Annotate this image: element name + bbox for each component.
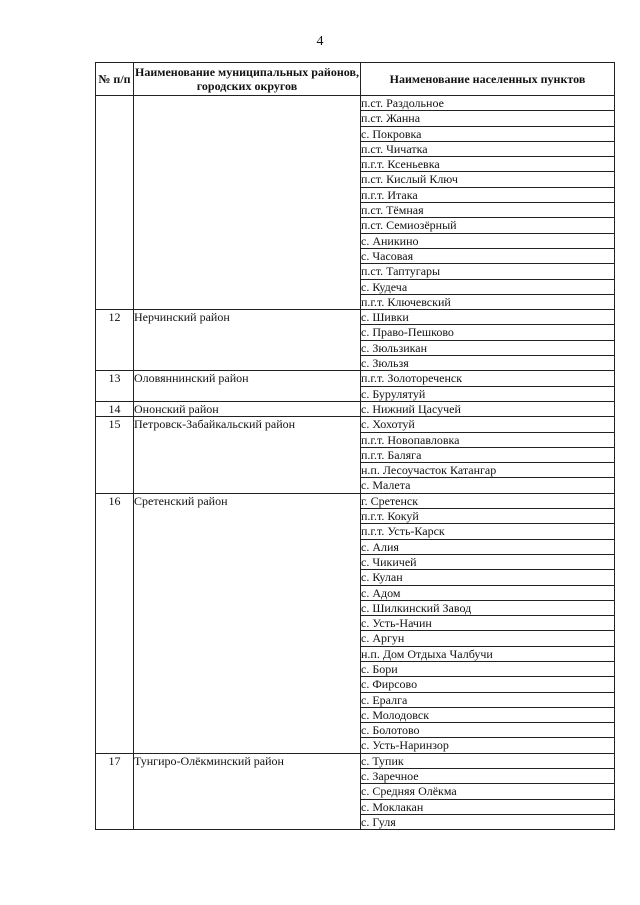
settlement-name: с. Шилкинский Завод [361, 600, 615, 615]
settlement-name: с. Моклакан [361, 799, 615, 814]
settlement-name: с. Шивки [361, 310, 615, 325]
settlement-name: с. Адом [361, 585, 615, 600]
settlement-name: г. Сретенск [361, 493, 615, 508]
district-name: Тунгиро-Олёкминский район [134, 753, 361, 829]
header-settlements: Наименование населенных пунктов [361, 63, 615, 96]
settlement-name: с. Бори [361, 661, 615, 676]
table-row [96, 493, 615, 508]
table-row [96, 96, 615, 111]
settlement-name: п.г.т. Баляга [361, 447, 615, 462]
settlement-name: с. Аргун [361, 631, 615, 646]
header-number: № п/п [96, 63, 134, 96]
page-number: 4 [316, 34, 324, 49]
settlement-name: с. Фирсово [361, 677, 615, 692]
table-row [96, 401, 615, 416]
settlement-name: п.ст. Семиозёрный [361, 218, 615, 233]
settlement-name: с. Зюльзикан [361, 340, 615, 355]
settlement-name: с. Аникино [361, 233, 615, 248]
district-name: Нерчинский район [134, 310, 361, 371]
settlement-name: с. Нижний Цасучей [361, 401, 615, 416]
district-number [96, 96, 134, 310]
district-number: 17 [96, 753, 134, 829]
settlement-name: н.п. Дом Отдыха Чалбучи [361, 646, 615, 661]
district-name [134, 96, 361, 310]
settlement-name: п.г.т. Кокуй [361, 509, 615, 524]
table-body [96, 96, 615, 830]
district-name: Оловяннинский район [134, 371, 361, 402]
settlement-name: п.г.т. Новопавловка [361, 432, 615, 447]
settlement-name: с. Ералга [361, 692, 615, 707]
district-name: Сретенский район [134, 493, 361, 753]
district-number: 16 [96, 493, 134, 753]
district-number: 12 [96, 310, 134, 371]
settlement-name: с. Гуля [361, 814, 615, 829]
settlement-name: с. Заречное [361, 769, 615, 784]
table-header [96, 63, 615, 96]
settlement-name: с. Усть-Наринзор [361, 738, 615, 753]
header-row [96, 63, 615, 96]
settlement-name: с. Болотово [361, 723, 615, 738]
settlement-name: с. Чикичей [361, 554, 615, 569]
settlement-name: п.ст. Жанна [361, 111, 615, 126]
settlement-name: с. Право-Пешково [361, 325, 615, 340]
settlement-name: с. Усть-Начин [361, 616, 615, 631]
settlement-name: с. Кудеча [361, 279, 615, 294]
header-district: Наименование муниципальных районов, городских округов [134, 63, 361, 96]
district-number: 15 [96, 417, 134, 493]
settlement-name: с. Зюльзя [361, 356, 615, 371]
settlement-name: п.ст. Кислый Ключ [361, 172, 615, 187]
table-row [96, 371, 615, 386]
table-row [96, 417, 615, 432]
settlement-name: с. Молодовск [361, 707, 615, 722]
settlement-name: с. Алия [361, 539, 615, 554]
settlement-name: с. Хохотуй [361, 417, 615, 432]
settlement-name: с. Кулан [361, 570, 615, 585]
settlement-name: п.ст. Тёмная [361, 203, 615, 218]
settlement-name: с. Средняя Олёкма [361, 784, 615, 799]
settlement-name: с. Часовая [361, 248, 615, 263]
settlement-name: с. Тупик [361, 753, 615, 768]
settlement-name: п.г.т. Золотореченск [361, 371, 615, 386]
district-number: 13 [96, 371, 134, 402]
district-number: 14 [96, 401, 134, 416]
settlement-name: п.ст. Чичатка [361, 141, 615, 156]
settlement-name: с. Малета [361, 478, 615, 493]
settlement-name: п.г.т. Усть-Карск [361, 524, 615, 539]
settlement-name: с. Бурулятуй [361, 386, 615, 401]
settlement-name: п.ст. Таптугары [361, 264, 615, 279]
district-name: Петровск-Забайкальский район [134, 417, 361, 493]
settlement-name: п.г.т. Итака [361, 187, 615, 202]
settlement-name: п.г.т. Ксеньевка [361, 157, 615, 172]
settlement-name: п.г.т. Ключевский [361, 294, 615, 309]
table-row [96, 753, 615, 768]
district-name: Ононский район [134, 401, 361, 416]
settlement-name: н.п. Лесоучасток Катангар [361, 463, 615, 478]
settlement-name: п.ст. Раздольное [361, 96, 615, 111]
table-row [96, 310, 615, 325]
settlement-name: с. Покровка [361, 126, 615, 141]
settlements-table [95, 62, 615, 830]
